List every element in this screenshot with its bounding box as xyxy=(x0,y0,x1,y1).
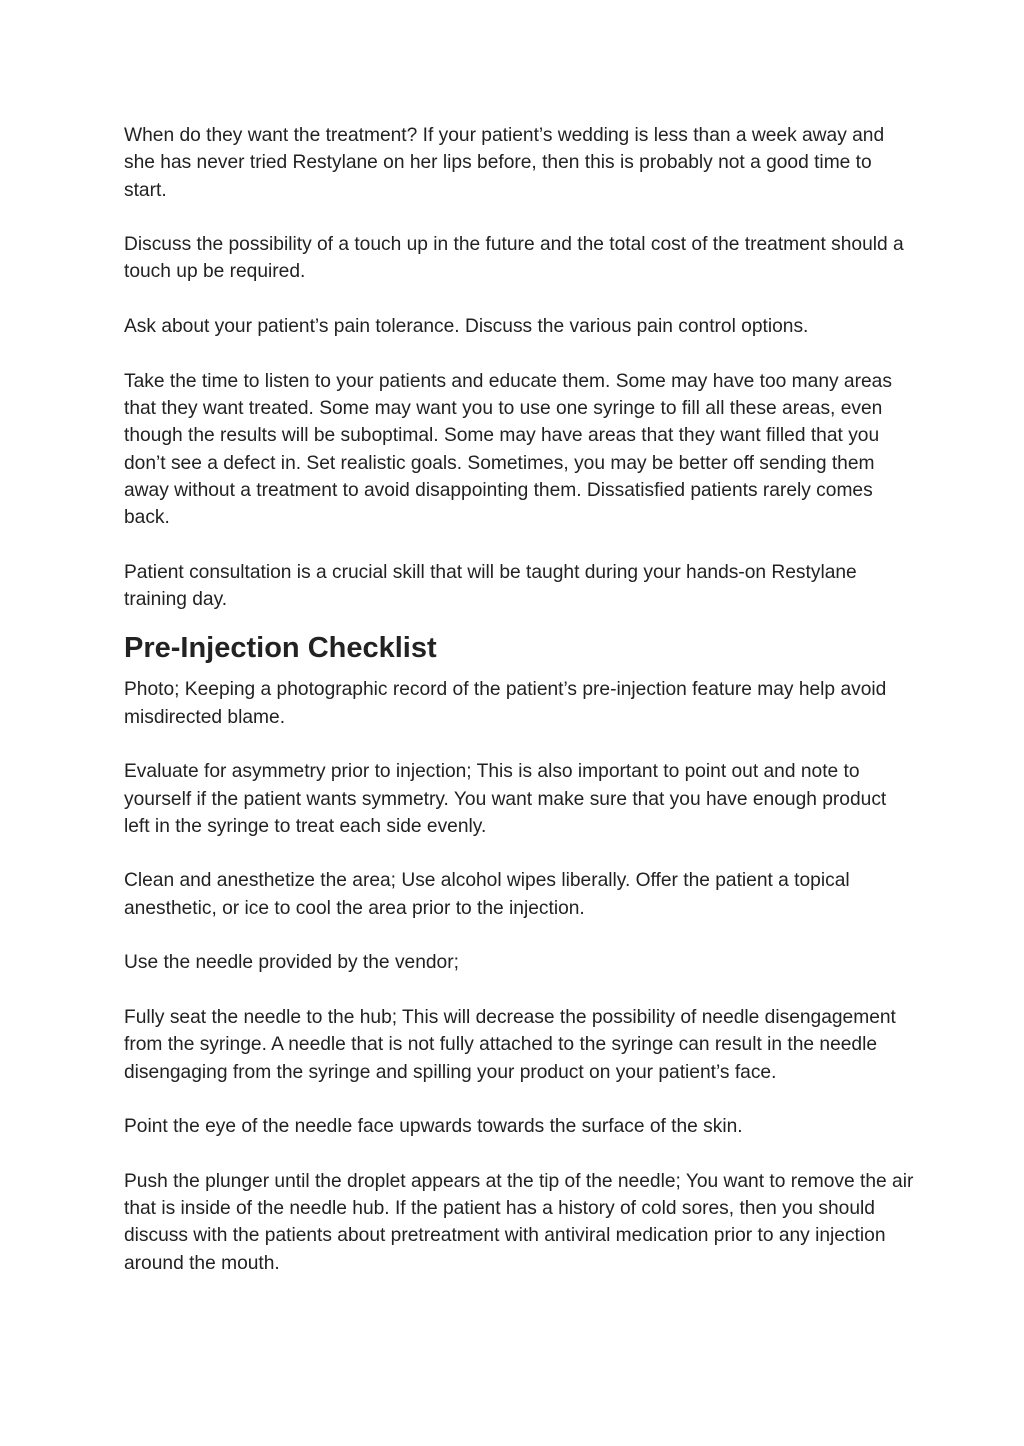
document-page xyxy=(124,122,914,1277)
paragraph-treatment-timing: When do they want the treatment? If your patient’s wedding is less than a week away and she has never tried Restylane on her lips before, then this is probably not a good time to start. xyxy=(124,125,885,201)
paragraph-pain-tolerance: Ask about your patient’s pain tolerance. Discuss the various pain control options. xyxy=(124,316,809,338)
paragraph-photo: Photo; Keeping a photographic record of the patient’s pre-injection feature may help avoid misdirected blame. xyxy=(124,679,887,728)
paragraph-needle-vendor: Use the needle provided by the vendor; xyxy=(124,952,459,974)
paragraph-listen-educate: Take the time to listen to your patients and educate them. Some may have too many areas that they want treated. Some may want you to use one syringe to fill all these areas, even though the results will be suboptimal. Some may have areas that they want filled that you don’t see a defect in. Set realistic goals. Sometimes, you may be better off sending them away without a treatment to avoid disappointing them. Dissatisfied patients rarely comes back. xyxy=(124,370,892,529)
paragraph-needle-eye: Point the eye of the needle face upwards towards the surface of the skin. xyxy=(124,1116,743,1138)
paragraph-clean-anesthetize: Clean and anesthetize the area; Use alcohol wipes liberally. Offer the patient a topical anesthetic, or ice to cool the area prior to the injection. xyxy=(124,870,850,919)
paragraph-seat-needle: Fully seat the needle to the hub; This will decrease the possibility of needle disengagement from the syringe. A needle that is not fully attached to the syringe can result in the needle disengaging from the syringe and spilling your product on your patient’s face. xyxy=(124,1006,896,1083)
paragraph-touch-up: Discuss the possibility of a touch up in the future and the total cost of the treatment should a touch up be required. xyxy=(124,234,904,283)
paragraph-asymmetry: Evaluate for asymmetry prior to injection; This is also important to point out and note to yourself if the patient wants symmetry. You want make sure that you have enough product left in the syringe to treat each side evenly. xyxy=(124,761,887,837)
paragraph-consultation-skill: Patient consultation is a crucial skill that will be taught during your hands-on Restylane training day. xyxy=(124,561,857,611)
section-heading: Pre-Injection Checklist xyxy=(124,632,437,665)
paragraph-push-plunger: Push the plunger until the droplet appears at the tip of the needle; You want to remove the air that is inside of the needle hub. If the patient has a history of cold sores, then you should discuss with the patients about pretreatment with antiviral medication prior to any injection around the mouth. xyxy=(124,1170,914,1274)
